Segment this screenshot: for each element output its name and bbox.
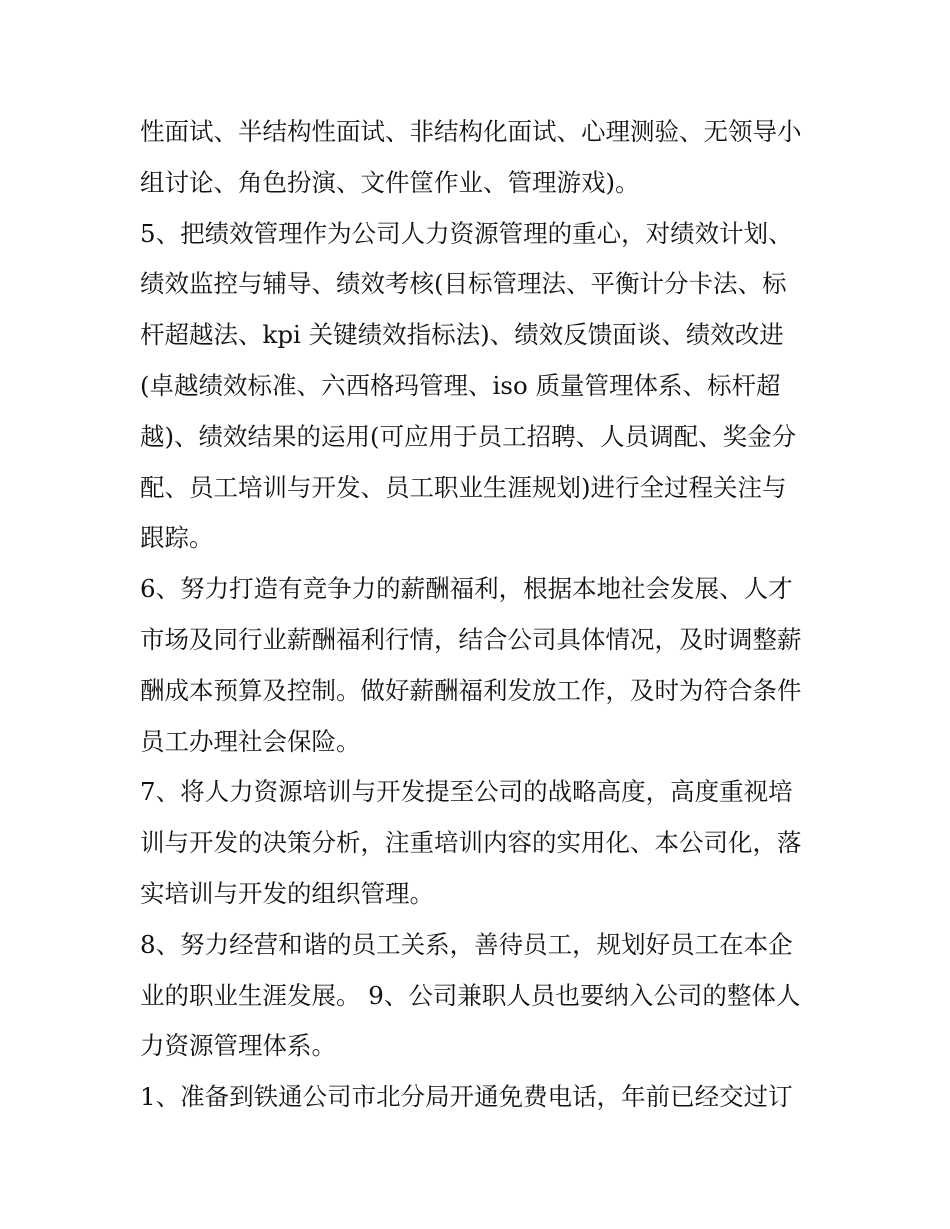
text-line: 7、将人力资源培训与开发提至公司的战略高度，高度重视培 [140, 777, 793, 807]
text-line: 跟踪。 [140, 523, 214, 553]
text-line: 5、把绩效管理作为公司人力资源管理的重心，对绩效计划、 [140, 218, 793, 248]
text-line: 性面试、半结构性面试、非结构化面试、心理测验、无领导小 [140, 117, 802, 146]
text-line: (卓越绩效标准、六西格玛管理、iso 质量管理体系、标杆超 [140, 370, 781, 400]
text-line: 配、员工培训与开发、员工职业生涯规划)进行全过程关注与 [140, 472, 787, 502]
text-line: 市场及同行业薪酬福利行情，结合公司具体情况，及时调整薪 [140, 624, 802, 654]
text-line: 实培训与开发的组织管理。 [140, 878, 434, 908]
text-line: 1、准备到铁通公司市北分局开通免费电话，年前已经交过订 [140, 1082, 793, 1112]
text-line: 力资源管理体系。 [140, 1031, 336, 1061]
text-line: 员工办理社会保险。 [140, 726, 361, 756]
text-line: 业的职业生涯发展。 9、公司兼职人员也要纳入公司的整体人 [140, 980, 801, 1010]
document-text [140, 107, 820, 1123]
text-line: 杆超越法、kpi 关键绩效指标法)、绩效反馈面谈、绩效改进 [140, 320, 784, 350]
text-line: 酬成本预算及控制。做好薪酬福利发放工作，及时为符合条件 [140, 675, 802, 705]
text-line: 越)、绩效结果的运用(可应用于员工招聘、人员调配、奖金分 [140, 421, 797, 451]
text-line: 组讨论、角色扮演、文件筐作业、管理游戏)。 [140, 167, 640, 197]
text-line: 绩效监控与辅导、绩效考核(目标管理法、平衡计分卡法、标 [140, 269, 787, 299]
text-line: 8、努力经营和谐的员工关系，善待员工，规划好员工在本企 [140, 929, 793, 959]
text-line: 训与开发的决策分析，注重培训内容的实用化、本公司化，落 [140, 828, 802, 858]
text-line: 6、努力打造有竞争力的薪酬福利，根据本地社会发展、人才 [140, 574, 793, 604]
